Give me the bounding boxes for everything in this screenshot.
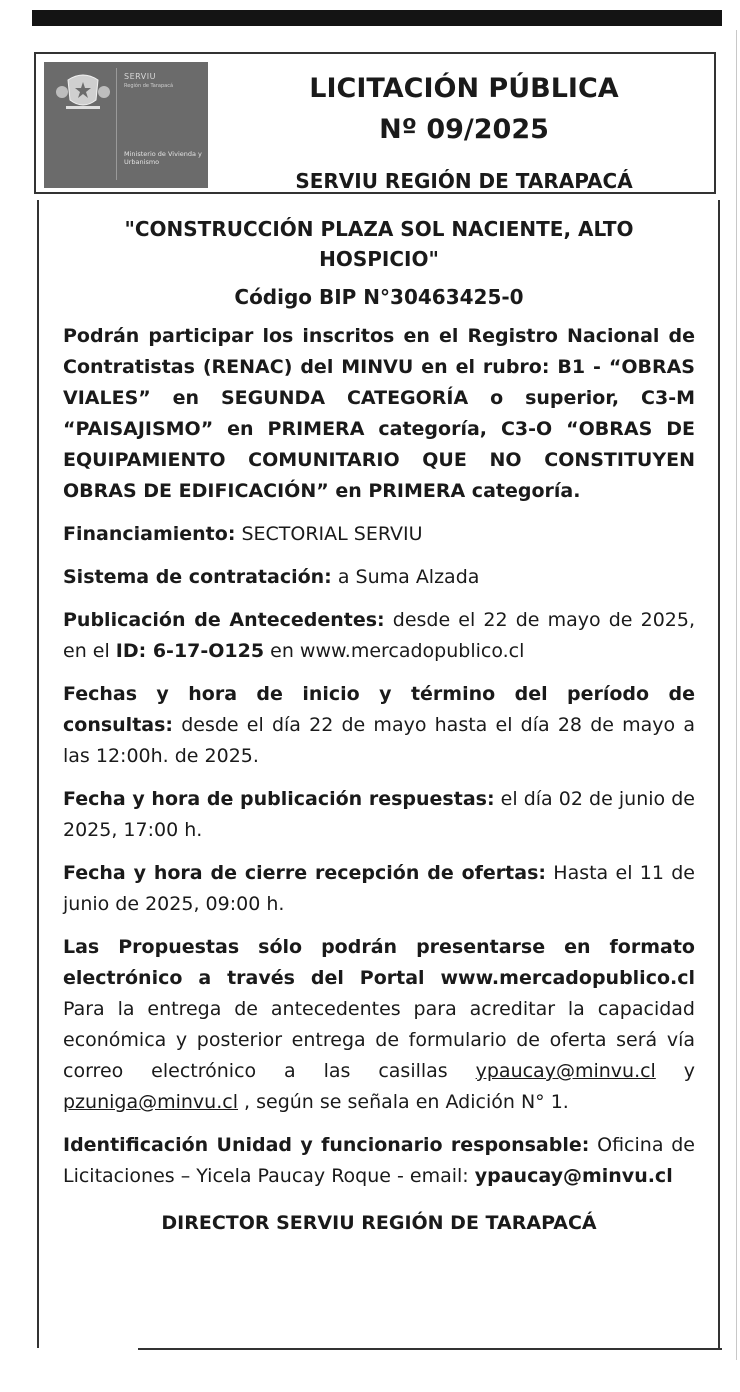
financing-label: Financiamiento: [63,523,236,545]
responsible-paragraph [63,1130,695,1192]
closing-value: Hasta el 11 de junio de 2025, 09:00 h. [63,862,695,915]
page-edge-line [736,30,737,1360]
consultation-value: desde el día 22 de mayo hasta el día 28 de mayo a las 12:00h. de 2025. [63,714,695,767]
proposals-text-3: , según se señala en Adición N° 1. [237,1091,569,1113]
proposals-text-1: Para la entrega de antecedentes para acreditar la capacidad económica y posterior entrega de formulario de oferta será vía correo electrónico a las casillas [63,998,695,1082]
email-link-ypaucay[interactable]: ypaucay@minvu.cl [475,1060,656,1082]
logo-ministry-text: Ministerio de Vivienda y Urbanismo [124,150,202,166]
bottom-rule [138,1348,722,1350]
email-link-pzuniga[interactable]: pzuniga@minvu.cl [63,1091,238,1113]
proposals-paragraph [63,932,695,1118]
answers-paragraph [63,784,695,846]
chile-crest-icon [54,70,112,112]
financing-row [63,519,695,550]
answers-label: Fecha y hora de publicación respuestas: [63,788,495,810]
answers-value: el día 02 de junio de 2025, 17:00 h. [63,788,695,841]
responsible-label: Identificación Unidad y funcionario responsable: [63,1134,590,1156]
proposals-bold: Las Propuestas sólo podrán presentarse en formato electrónico a través del Portal www.mercadopublico.cl [63,936,695,989]
responsible-value: Oficina de Licitaciones – Yicela Paucay Roque - email: [63,1134,695,1187]
notice-subtitle: SERVIU REGIÓN DE TARAPACÁ [295,169,633,193]
logo-region-text: Región de Tarapacá [124,83,174,89]
serviu-logo [44,62,208,188]
publication-text-2: en www.mercadopublico.cl [264,640,525,662]
consultation-paragraph [63,679,695,772]
notice-content [63,214,695,1239]
contract-system-row [63,562,695,593]
logo-divider [116,68,117,180]
title-line-1: LICITACIÓN PÚBLICA [309,73,619,104]
publication-label: Publicación de Antecedentes: [63,609,385,631]
contract-system-label: Sistema de contratación: [63,566,332,588]
publication-paragraph [63,605,695,667]
publication-id: ID: 6-17-O125 [115,640,265,662]
logo-org-text: SERVIU [124,72,156,81]
publication-text-1: desde el 22 de mayo de 2025, en el [63,609,695,662]
notice-title [214,68,714,150]
title-line-2: Nº 09/2025 [379,114,549,145]
eligibility-paragraph: Podrán participar los inscritos en el Registro Nacional de Contratistas (RENAC) del MINVU en el rubro: B1 - “OBRAS VIALES” en SEGUNDA CATEGORÍA o superior, C3-M “PAISAJISMO” en PRIMERA categoría, C3-O “OBRAS DE EQUIPAMIENTO COMUNITARIO QUE NO CONSTITUYEN OBRAS DE EDIFICACIÓN” en PRIMERA categoría. [63,325,695,502]
financing-value: SECTORIAL SERVIU [235,523,423,545]
signature-line: DIRECTOR SERVIU REGIÓN DE TARAPACÁ [161,1212,597,1234]
notice-header [34,52,716,194]
responsible-email: ypaucay@minvu.cl [474,1165,673,1187]
project-name: "CONSTRUCCIÓN PLAZA SOL NACIENTE, ALTO HOSPICIO" [124,217,634,271]
closing-label: Fecha y hora de cierre recepción de ofertas: [63,862,546,884]
top-black-bar [32,10,722,26]
proposals-text-2: y [655,1060,695,1082]
consultation-label: Fechas y hora de inicio y término del período de consultas: [63,683,695,736]
contract-system-value: a Suma Alzada [331,566,480,588]
closing-paragraph [63,858,695,920]
bip-code: Código BIP N°30463425-0 [234,285,524,309]
